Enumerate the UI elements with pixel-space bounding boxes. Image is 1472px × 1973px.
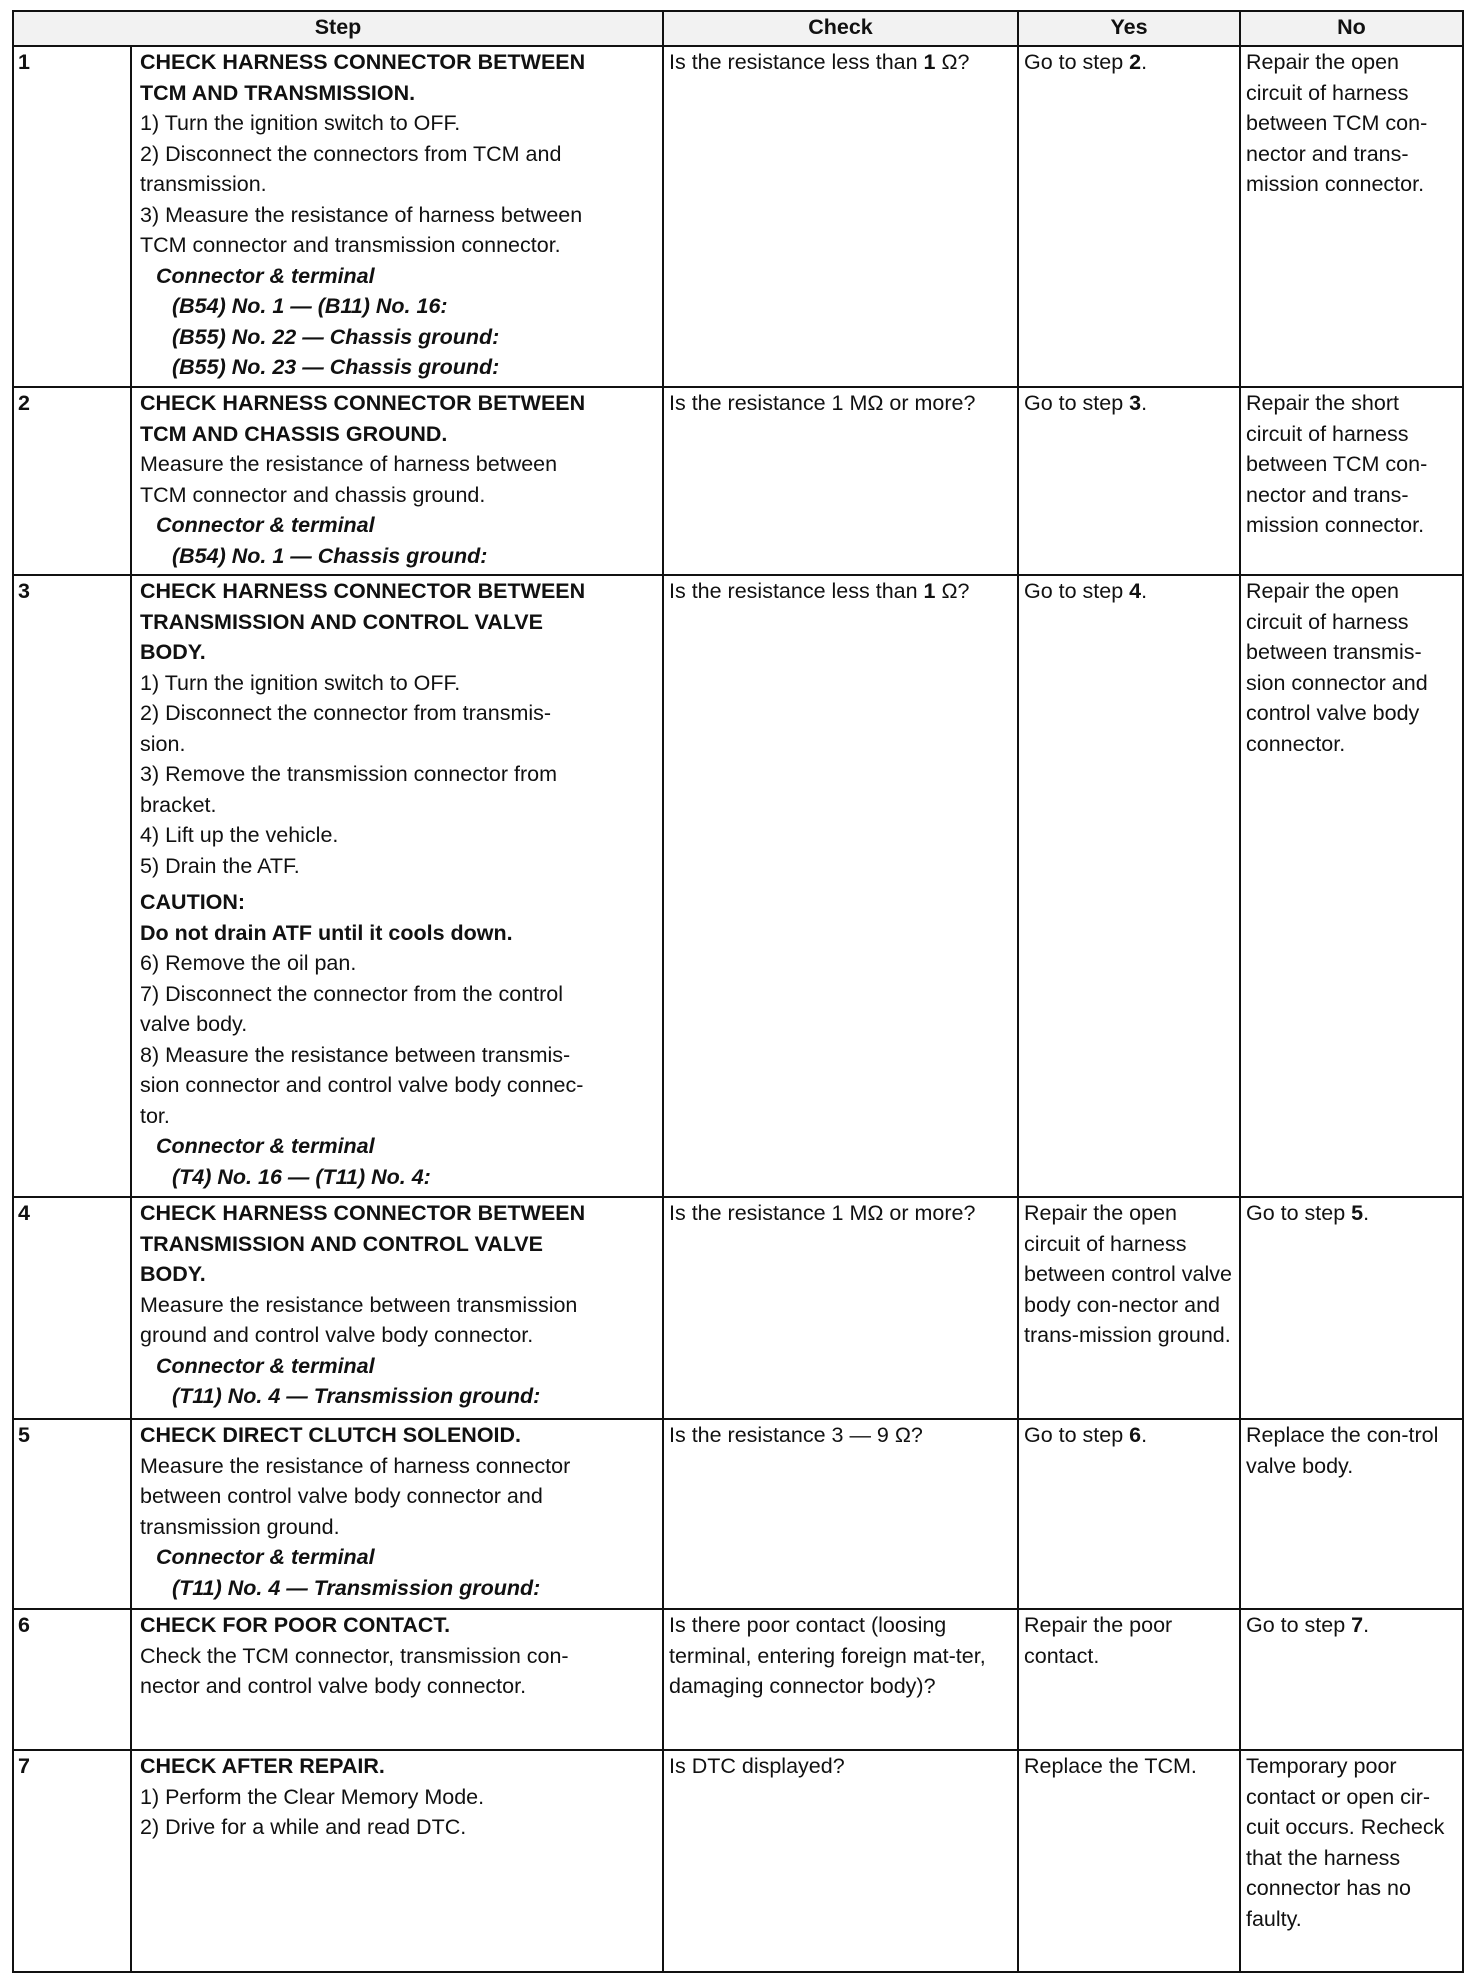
- step-title-line: BODY.: [140, 640, 206, 664]
- table-row: [13, 1197, 1463, 1419]
- step-number: 5: [13, 1419, 131, 1609]
- column-header-step: Step: [13, 11, 663, 46]
- terminal-spec: (B55) No. 22 — Chassis ground:: [172, 324, 500, 349]
- caution-line: Do not drain ATF until it cools down.: [140, 920, 513, 945]
- caution-line: CAUTION:: [140, 890, 246, 914]
- instruction-line: 3) Measure the resistance of harness between: [140, 202, 583, 227]
- step-description: [131, 387, 663, 575]
- instruction-line: transmission ground.: [140, 1514, 340, 1539]
- yes-text: Repair the poor contact.: [1024, 1613, 1173, 1668]
- step-number: 7: [13, 1750, 131, 1972]
- instruction-line: Measure the resistance between transmission: [140, 1292, 578, 1317]
- table-row: [13, 1609, 1463, 1750]
- step-title-line: CHECK AFTER REPAIR.: [140, 1754, 385, 1778]
- instruction-line: transmission.: [140, 172, 267, 196]
- yes-value: 3: [1129, 391, 1142, 415]
- step-title-line: BODY.: [140, 1262, 206, 1286]
- instruction-line: bracket.: [140, 792, 217, 817]
- instruction-line: 1) Perform the Clear Memory Mode.: [140, 1784, 485, 1809]
- yes-cell: [1018, 387, 1240, 575]
- instruction-line: 2) Drive for a while and read DTC.: [140, 1815, 467, 1839]
- table-row: [13, 46, 1463, 387]
- instruction-line: 8) Measure the resistance between transmis-: [140, 1042, 571, 1067]
- instruction-line: 2) Disconnect the connectors from TCM and: [140, 141, 562, 166]
- yes-post: .: [1141, 579, 1148, 603]
- column-header-no: No: [1240, 11, 1463, 46]
- instruction-line: 4) Lift up the vehicle.: [140, 823, 339, 847]
- instruction-line: 1) Turn the ignition switch to OFF.: [140, 670, 461, 695]
- step-title-line: TCM AND CHASSIS GROUND.: [140, 421, 448, 446]
- no-post: .: [1363, 1201, 1370, 1225]
- yes-cell: [1018, 1750, 1240, 1972]
- diagnostic-procedure-sheet: [12, 10, 1462, 1973]
- no-text: Temporary poor contact or open cir-cuit occurs. Recheck that the harness connector has no faulty.: [1246, 1754, 1445, 1931]
- instruction-line: sion connector and control valve body connec-: [140, 1073, 584, 1097]
- instruction-line: 7) Disconnect the connector from the control: [140, 981, 564, 1006]
- step-title-line: CHECK HARNESS CONNECTOR BETWEEN: [140, 1201, 586, 1225]
- check-pre: Is the resistance less than: [669, 579, 924, 603]
- connector-terminal-label: Connector & terminal: [156, 1134, 375, 1158]
- step-description: [131, 46, 663, 387]
- terminal-spec: (T11) No. 4 — Transmission ground:: [172, 1575, 541, 1600]
- check-pre: Is the resistance less than: [669, 50, 924, 74]
- no-post: .: [1363, 1613, 1370, 1637]
- check-text: Is DTC displayed?: [669, 1754, 845, 1778]
- instruction-line: 3) Remove the transmission connector from: [140, 762, 558, 786]
- table-header-row: [13, 11, 1463, 46]
- terminal-spec: (T4) No. 16 — (T11) No. 4:: [172, 1164, 431, 1189]
- check-value: 1: [923, 50, 936, 74]
- no-cell: [1240, 1750, 1463, 1972]
- instruction-line: 2) Disconnect the connector from transmis-: [140, 701, 552, 725]
- table-row: [13, 387, 1463, 575]
- yes-cell: [1018, 1609, 1240, 1750]
- check-cell: [663, 1609, 1018, 1750]
- yes-value: 4: [1129, 579, 1142, 603]
- yes-cell: [1018, 575, 1240, 1197]
- yes-cell: [1018, 46, 1240, 387]
- instruction-line: tor.: [140, 1103, 170, 1128]
- check-text: Is the resistance 1 MΩ or more?: [669, 1201, 976, 1225]
- check-cell: [663, 1750, 1018, 1972]
- yes-value: 6: [1129, 1423, 1142, 1447]
- connector-terminal-label: Connector & terminal: [156, 1545, 375, 1569]
- step-title-line: CHECK FOR POOR CONTACT.: [140, 1613, 451, 1637]
- terminal-spec: (T11) No. 4 — Transmission ground:: [172, 1384, 541, 1408]
- no-cell: [1240, 387, 1463, 575]
- instruction-line: ground and control valve body connector.: [140, 1323, 534, 1347]
- instruction-line: nector and control valve body connector.: [140, 1674, 527, 1698]
- step-description: [131, 1750, 663, 1972]
- check-value: 1: [923, 579, 936, 603]
- table-row: [13, 1419, 1463, 1609]
- connector-terminal-label: Connector & terminal: [156, 263, 375, 288]
- no-cell: [1240, 1609, 1463, 1750]
- step-title-line: TRANSMISSION AND CONTROL VALVE: [140, 609, 543, 634]
- yes-post: .: [1141, 50, 1148, 74]
- instruction-line: between control valve body connector and: [140, 1484, 543, 1508]
- column-header-check: Check: [663, 11, 1018, 46]
- check-cell: [663, 1197, 1018, 1419]
- instruction-line: 6) Remove the oil pan.: [140, 951, 357, 975]
- instruction-line: sion.: [140, 731, 186, 756]
- instruction-line: TCM connector and chassis ground.: [140, 482, 486, 507]
- no-cell: [1240, 46, 1463, 387]
- yes-text: Repair the open circuit of harness between control valve body con-nector and trans-mission ground.: [1024, 1201, 1232, 1347]
- no-text: Repair the open circuit of harness between TCM con-nector and trans-mission connector.: [1246, 50, 1428, 196]
- instruction-line: 1) Turn the ignition switch to OFF.: [140, 111, 461, 135]
- check-text: Is there poor contact (loosing terminal, entering foreign mat-ter, damaging connector body)?: [669, 1613, 986, 1698]
- yes-cell: [1018, 1419, 1240, 1609]
- no-pre: Go to step: [1246, 1613, 1352, 1637]
- step-number: 6: [13, 1609, 131, 1750]
- yes-pre: Go to step: [1024, 391, 1130, 415]
- step-title-line: TRANSMISSION AND CONTROL VALVE: [140, 1231, 543, 1256]
- no-text: Repair the short circuit of harness between TCM con-nector and trans-mission connector.: [1246, 391, 1428, 537]
- step-description: [131, 1197, 663, 1419]
- instruction-line: Check the TCM connector, transmission con-: [140, 1643, 569, 1668]
- table-row: [13, 575, 1463, 1197]
- table-body: [13, 46, 1463, 1972]
- column-header-yes: Yes: [1018, 11, 1240, 46]
- step-description: [131, 575, 663, 1197]
- check-text: Is the resistance 1 MΩ or more?: [669, 391, 976, 415]
- no-cell: [1240, 1419, 1463, 1609]
- no-text: Replace the con-trol valve body.: [1246, 1423, 1439, 1478]
- table-row: [13, 1750, 1463, 1972]
- check-cell: [663, 1419, 1018, 1609]
- no-cell: [1240, 1197, 1463, 1419]
- connector-terminal-label: Connector & terminal: [156, 1353, 375, 1378]
- step-number: 2: [13, 387, 131, 575]
- check-text: Is the resistance 3 — 9 Ω?: [669, 1423, 923, 1447]
- step-title-line: CHECK DIRECT CLUTCH SOLENOID.: [140, 1423, 522, 1447]
- no-value: 7: [1351, 1613, 1364, 1637]
- terminal-spec: (B55) No. 23 — Chassis ground:: [172, 355, 500, 379]
- step-title-line: CHECK HARNESS CONNECTOR BETWEEN: [140, 579, 586, 603]
- terminal-spec: (B54) No. 1 — (B11) No. 16:: [172, 294, 448, 318]
- no-value: 5: [1351, 1201, 1364, 1225]
- yes-text: Replace the TCM.: [1024, 1754, 1197, 1778]
- yes-pre: Go to step: [1024, 1423, 1130, 1447]
- yes-post: .: [1141, 391, 1148, 415]
- step-number: 3: [13, 575, 131, 1197]
- instruction-line: 5) Drain the ATF.: [140, 853, 300, 878]
- no-cell: [1240, 575, 1463, 1197]
- step-description: [131, 1419, 663, 1609]
- step-number: 4: [13, 1197, 131, 1419]
- connector-terminal-label: Connector & terminal: [156, 513, 375, 537]
- check-post: Ω?: [935, 579, 970, 603]
- step-title-line: CHECK HARNESS CONNECTOR BETWEEN: [140, 50, 586, 74]
- check-post: Ω?: [935, 50, 970, 74]
- instruction-line: valve body.: [140, 1012, 248, 1036]
- diagnostic-table: [12, 10, 1464, 1973]
- step-title-line: CHECK HARNESS CONNECTOR BETWEEN: [140, 391, 586, 415]
- yes-pre: Go to step: [1024, 579, 1130, 603]
- instruction-line: TCM connector and transmission connector.: [140, 233, 561, 257]
- yes-pre: Go to step: [1024, 50, 1130, 74]
- step-title-line: TCM AND TRANSMISSION.: [140, 80, 416, 105]
- check-cell: [663, 387, 1018, 575]
- instruction-line: Measure the resistance of harness between: [140, 452, 558, 476]
- yes-cell: [1018, 1197, 1240, 1419]
- yes-value: 2: [1129, 50, 1142, 74]
- instruction-line: Measure the resistance of harness connector: [140, 1453, 571, 1478]
- no-pre: Go to step: [1246, 1201, 1352, 1225]
- yes-post: .: [1141, 1423, 1148, 1447]
- check-cell: [663, 46, 1018, 387]
- step-number: 1: [13, 46, 131, 387]
- step-description: [131, 1609, 663, 1750]
- no-text: Repair the open circuit of harness between transmis-sion connector and control valve body connector.: [1246, 579, 1428, 756]
- terminal-spec: (B54) No. 1 — Chassis ground:: [172, 543, 488, 568]
- check-cell: [663, 575, 1018, 1197]
